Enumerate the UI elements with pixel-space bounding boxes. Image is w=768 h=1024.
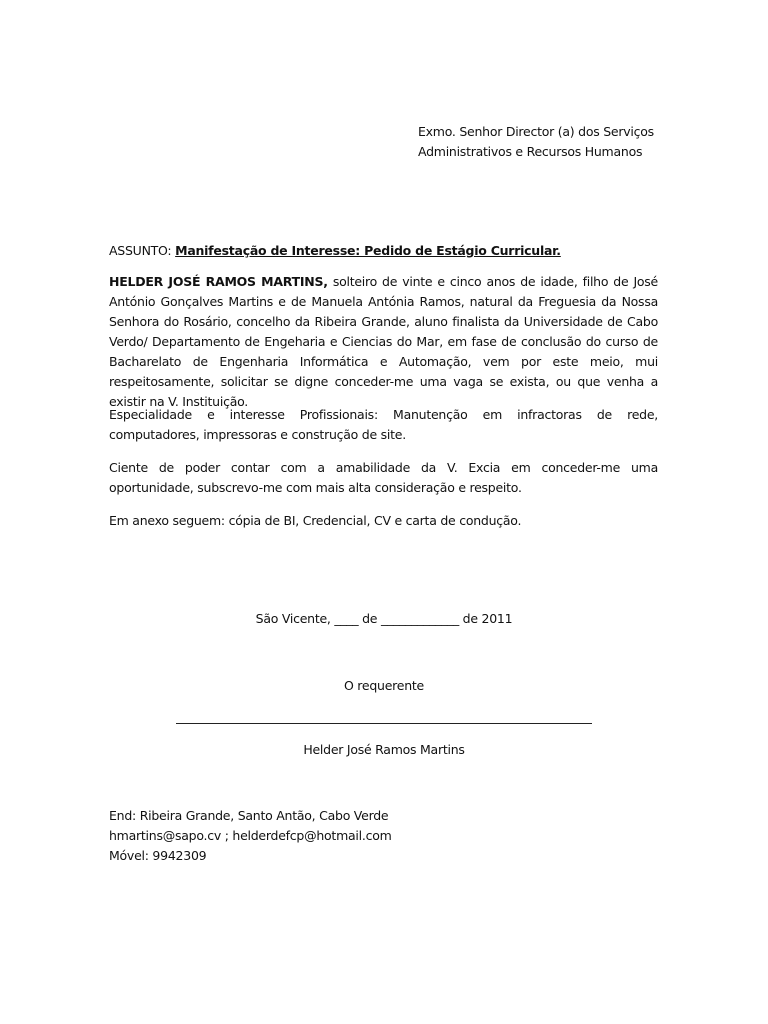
signer-name: Helder José Ramos Martins [303,742,465,757]
requester-label: O requerente [344,678,424,693]
paragraph-1-text: solteiro de vinte e cinco anos de idade, filho de José António Gonçalves Martins e de Manuela Antónia Ramos, natural da Freguesia da Nossa Senhora do Rosário, concelho da Ribeira Grande, aluno finalista da Universidade de Cabo Verdo/ Departamento de Engeharia e Ciencias do Mar, em fase de conclusão do curso de Bacharelato de Engenharia Informática e Automação, vem por este meio, mui respeitosamente, solicitar se digne conceder-me uma vaga se exista, ou que venha a existir na V. Instituição. [109,274,658,409]
recipient-line-1: Exmo. Senhor Director (a) dos Serviços [418,124,654,139]
body-paragraph-3: Ciente de poder contar com a amabilidade da V. Excia em conceder-me uma oportunidade, subscrevo-me com mais alta consideração e respeito. [109,460,658,495]
email-line: hmartins@sapo.cv ; helderdefcp@hotmail.com [109,828,392,843]
contact-block [109,806,669,866]
recipient-line-2: Administrativos e Recursos Humanos [418,144,643,159]
subject-label: ASSUNTO: [109,243,172,258]
body-paragraph-1 [109,272,658,412]
address-line: End: Ribeira Grande, Santo Antão, Cabo Verde [109,808,389,823]
mobile-line: Móvel: 9942309 [109,848,207,863]
body-paragraph-4: Em anexo seguem: cópia de BI, Credencial, CV e carta de condução. [109,513,522,528]
subject-title: Manifestação de Interesse: Pedido de Estágio Curricular. [175,243,561,258]
signature-line [176,723,592,724]
subject-line [109,241,669,261]
recipient-block [418,122,738,162]
body-paragraph-2: Especialidade e interesse Profissionais: Manutenção em infractoras de rede, computadores, impressoras e construção de site. [109,407,658,442]
applicant-name: HELDER JOSÉ RAMOS MARTINS, [109,274,328,289]
date-line: São Vicente, ____ de _____________ de 2011 [255,611,513,626]
